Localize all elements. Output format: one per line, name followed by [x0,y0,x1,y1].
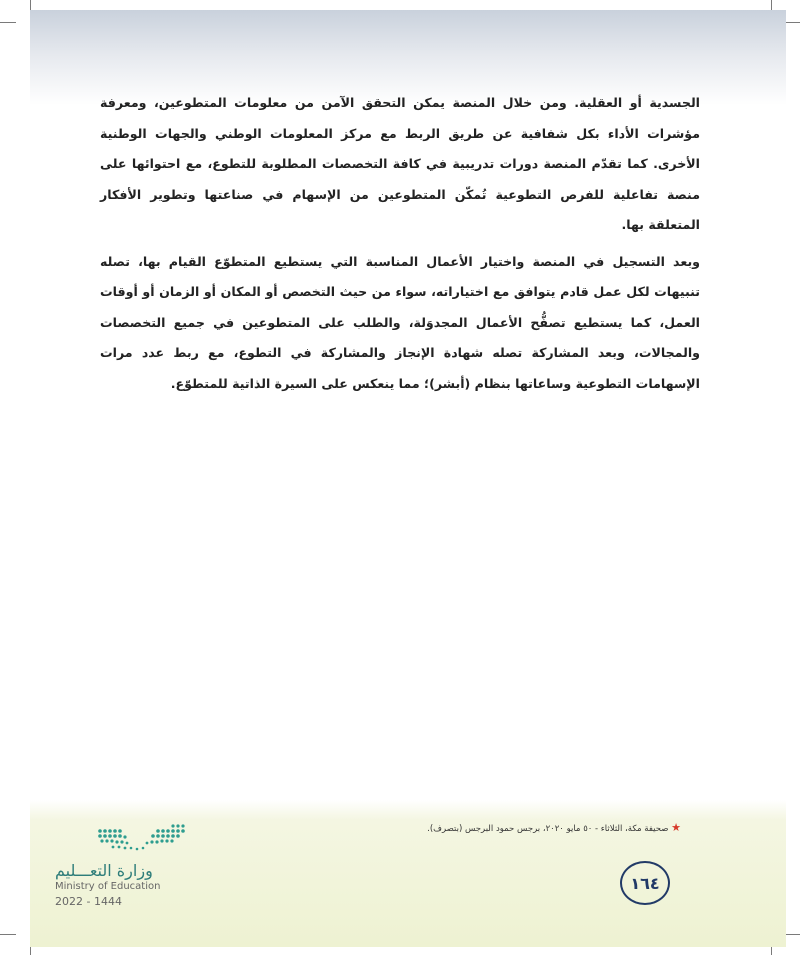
footnote [385,821,681,834]
crop-mark-right-top [785,22,800,23]
crop-mark-right-bottom [785,934,800,935]
ministry-name-english: Ministry of Education [55,881,161,892]
academic-year: 2022 - 1444 [55,895,122,908]
article-body [100,88,700,405]
crop-mark-left-bottom [0,934,16,935]
page-number-label: ١٦٤ [630,873,660,893]
star-icon: ★ [671,821,681,834]
footnote-text: صحيفة مكة، الثلاثاء - ٥٠ مايو ٢٠٢٠، برجس حمود البرجس (بتصرف). [427,824,669,834]
article-paragraph-2: وبعد التسجيل في المنصة واختيار الأعمال المناسبة التي يستطيع المتطوّع القيام بها، تصله تنبيهات لكل عمل قادم يتوافق مع اختياراته، سواء من حيث التخصص أو المكان أو الزمان أو أوقات العمل، كما يستطيع تصفُّح الأعمال المجدوَلة، والطلب على المتطوعين في جميع التخصصات والمجالات، وبعد المشاركة تصله شهادة الإنجاز والمشاركة في التطوع، مع ربط عدد مرات الإسهامات التطوعية وساعاتها بنظام (أبشر)؛ مما ينعكس على السيرة الذاتية للمتطوّع. [100,253,700,391]
ministry-name-arabic: وزارة التعـــليم [55,861,153,880]
crop-mark-left-top [0,22,16,23]
page-number [620,861,670,905]
article-paragraph-1: الجسدية أو العقلية. ومن خلال المنصة يمكن التحقق الآمن من معلومات المتطوعين، ومعرفة مؤشرات الأداء بكل شفافية عن طريق الربط مع مركز المعلومات الوطني والجهات الوطنية الأخرى. كما تقدّم المنصة دورات تدريبية في كافة التخصصات المطلوبة للتطوع، مع احتوائها على منصة تفاعلية للفرص التطوعية تُمكّن المتطوعين من الإسهام في صناعتها وتطوير الأفكار المتعلقة بها. [100,95,700,232]
